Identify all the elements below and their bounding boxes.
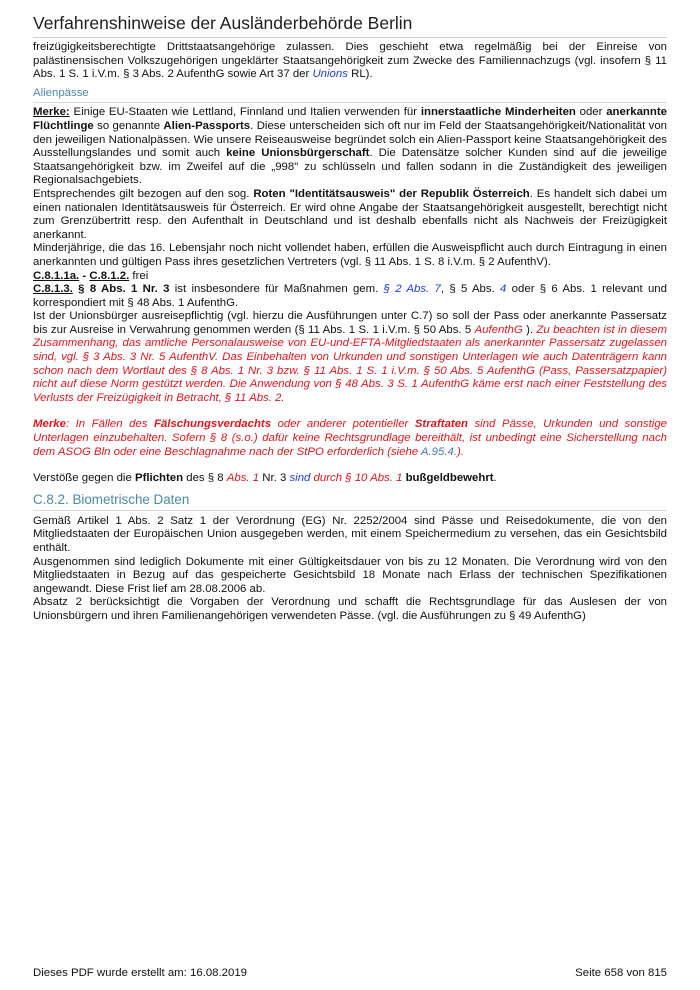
text: - xyxy=(79,269,90,282)
bold-text: innerstaatliche Minderheiten xyxy=(420,106,576,119)
text: Einige EU-Staaten wie Lettland, Finnland und Italien verwenden für xyxy=(69,106,421,119)
text: ). xyxy=(457,445,464,458)
text: . Die Datensätze solcher Kunden sind auf die jeweilige Staatsangehörigkeit bzw. im Zweifel auf die „998" zu schlüsseln und fallen sodann in die Zuständigkeit des jeweiligen Regionalsachgebiets. xyxy=(33,147,667,187)
bold-text: Fälschungsverdachts xyxy=(153,418,272,431)
text: frei xyxy=(129,269,149,282)
bold-text: Pflichten xyxy=(134,472,184,485)
section-ref: C.8.1.3. xyxy=(33,283,73,296)
bold-text: Alien-Passports xyxy=(163,119,251,132)
text: : In Fällen des xyxy=(65,418,154,431)
text: ). xyxy=(522,323,537,336)
page-header-title: Verfahrenshinweise der Ausländerbehörde Berlin xyxy=(33,12,667,38)
text: sind Pässe, Urkunden und sonstige Unterlagen einzubehalten. Sofern § 8 (s.o.) dafür keine Rechtsgrundlage bereithält, ist unbedingt eine Sicherstellung nach dem ASOG Bln oder eine Beschlagnahme nach der StPO erforderlich (siehe xyxy=(33,418,667,458)
section-heading-biometrische-daten: C.8.2. Biometrische Daten xyxy=(33,492,667,511)
paragraph-intro xyxy=(33,41,667,82)
text: oder xyxy=(575,106,607,119)
text: . Es handelt sich dabei um einen nationalen Identitätsausweis für Österreich. Er wird ohne Angabe der Staatsangehörigkeit ausgestellt, berechtigt nicht zum Grenzübertritt resp. den Aufenthalt in Deutschland und ist deshalb ebenfalls nicht als Nachweis der Freizügigkeit anerkannt. xyxy=(33,187,667,241)
bold-text: § 8 Abs. 1 Nr. 3 xyxy=(72,283,170,296)
merke-label: Merke: xyxy=(33,106,70,119)
paragraph-gemaess: Gemäß Artikel 1 Abs. 2 Satz 1 der Verordnung (EG) Nr. 2252/2004 sind Pässe und Reisedokumente, die von den Mitgliedstaaten der Europäischen Union ausgegeben werden, mit einem Speichermedium zu versehen, das ein Gesichtsbild enthält. xyxy=(33,514,667,554)
red-text: Zu beachten ist in diesem Zusammenhang, das amtliche Personalausweise von EU-und-EFTA-Mitgliedstaaten als anerkannter Passersatz zugelassen sind, vgl. § 3 Abs. 3 Nr. 5 AufenthV. Das Einbehalten von Urkunden und sonstigen Unterlagen wie auch Datenträgern kann schon nach dem Wortlaut des § 8 Abs. 1 Nr. 3 bzw. § 11 Abs. 1 S. 1 i.V.m. § 50 Abs. 5 AufenthG (Pass, Passersatzpapier) nicht auf diese Norm gestützt werden. Die Anwendung von § 48 Abs. 3 S. 1 AufenthG käme erst nach einer Feststellung des Verlusts der Freizügigkeit in Betracht, § 11 Abs. 2. xyxy=(33,323,667,404)
page-footer xyxy=(33,967,667,981)
footer-page-number: Seite 658 von 815 xyxy=(575,967,667,979)
text: . Diese unterscheiden sich oft nur im Feld der Staatsangehörigkeit/Nationalität von den jeweiligen Nationalpässen. Wie unsere Reiseausweise begründet solch ein Alien-Passport keine Staatsangehörigkeit des Ausstellungslandes und somit auch xyxy=(33,119,667,160)
paragraph-minors: Minderjährige, die das 16. Lebensjahr noch nicht vollendet haben, erfüllen die Ausweispflicht auch durch Eintragung in einen anerkannten und gültigen Pass ihres gesetzlichen Vertreters (vgl. § 11 Abs. 1 S. 8 i.V.m. § 2 AufenthV). xyxy=(33,242,667,268)
text: so genannte xyxy=(93,119,164,132)
section-ref: C.8.1.2. xyxy=(89,269,130,282)
paragraph-c811a xyxy=(33,270,667,284)
text: Entsprechendes gilt bezogen auf den sog. xyxy=(33,187,254,200)
text: . xyxy=(493,472,497,485)
paragraph-ausreisepflicht xyxy=(33,310,667,405)
text: oder § 6 Abs. 1 relevant und korrespondiert mit § 48 Abs. 1 AufenthG. xyxy=(33,283,667,309)
sind-link[interactable]: sind xyxy=(289,472,311,485)
bold-text: keine Unionsbürgerschaft xyxy=(226,147,370,160)
text: Verstöße gegen die xyxy=(33,472,135,485)
text: des § 8 xyxy=(183,472,227,485)
document-content xyxy=(33,41,667,624)
paragraph-absatz2: Absatz 2 berücksichtigt die Vorgaben der Verordnung und schafft die Rechtsgrundlage für das Auslesen der von Unionsbürgern und ihren Familienangehörigen verwendeten Pässe. (vgl. die Ausführungen zu § 49 AufenthG) xyxy=(33,596,667,622)
footer-created-date: Dieses PDF wurde erstellt am: 16.08.2019 xyxy=(33,967,247,979)
paragraph-link[interactable]: 4 xyxy=(500,283,507,296)
text: ist insbesondere für Maßnahmen gem. xyxy=(169,283,384,296)
text: oder anderer potentieller xyxy=(271,418,415,431)
text: Nr. 3 xyxy=(259,472,290,485)
red-text: Abs. 1 xyxy=(226,472,260,485)
paragraph-link[interactable]: § 2 Abs. 7 xyxy=(383,283,441,296)
spacer xyxy=(33,405,667,418)
paragraph-merke-alien xyxy=(33,106,667,188)
document-page xyxy=(33,0,667,990)
bold-text: bußgeldbewehrt xyxy=(405,472,494,485)
paragraph-ausgenommen: Ausgenommen sind lediglich Dokumente mit einer Gültigkeitsdauer von bis zu 12 Monaten. Die Verordnung wird von den Mitgliedstaaten in Bezug auf das gespeicherte Gesichtsbild 18 Monate nach Erlass der technischen Spezifikationen angewandt. Diese Frist lief am 28.08.2006 ab. xyxy=(33,555,667,595)
paragraph-merke-faelschung xyxy=(33,418,667,459)
section-ref: C.8.1.1a. xyxy=(33,269,80,282)
red-text: AufenthG xyxy=(474,323,523,336)
bold-text: anerkannte Flüchtlinge xyxy=(33,106,667,132)
paragraph-austria-id xyxy=(33,188,667,242)
text: freizügigkeitsberechtigte Drittstaatsangehörige zulassen. Dies geschieht etwa regelmäßig bei der Einreise von palästinensischen Volkszugehörigen ungeklärter Staatsangehörigkeit zum Zwecke des Familiennachzugs (vgl. insofern § 11 Abs. 1 S. 1 i.V.m. § 3 Abs. 2 AufenthG sowie Art 37 der xyxy=(33,41,667,81)
red-text: durch § 10 Abs. 1 xyxy=(310,472,403,485)
text: Ist der Unionsbürger ausreisepflichtig (vgl. hierzu die Ausführungen unter C.7) so soll der Pass oder anerkannte Passersatz bis zur Ausreise in Verwahrung genommen werden (§ 11 Abs. 1 S. 1 i.V.m. § 50 Abs. 5 xyxy=(33,310,667,336)
merke-label: Merke xyxy=(33,418,66,431)
paragraph-c813 xyxy=(33,283,667,310)
paragraph-verstoesse xyxy=(33,472,667,486)
a954-link[interactable]: A.95.4. xyxy=(420,445,458,458)
text: , § 5 Abs. xyxy=(440,283,501,296)
spacer xyxy=(33,459,667,472)
bold-text: Roten "Identitätsausweis" der Republik Österreich xyxy=(253,187,530,200)
section-heading-alienpaesse: Alienpässe xyxy=(33,87,667,104)
text: RL). xyxy=(347,68,373,81)
bold-text: Straftaten xyxy=(414,418,468,431)
unions-link[interactable]: Unions xyxy=(312,68,348,81)
